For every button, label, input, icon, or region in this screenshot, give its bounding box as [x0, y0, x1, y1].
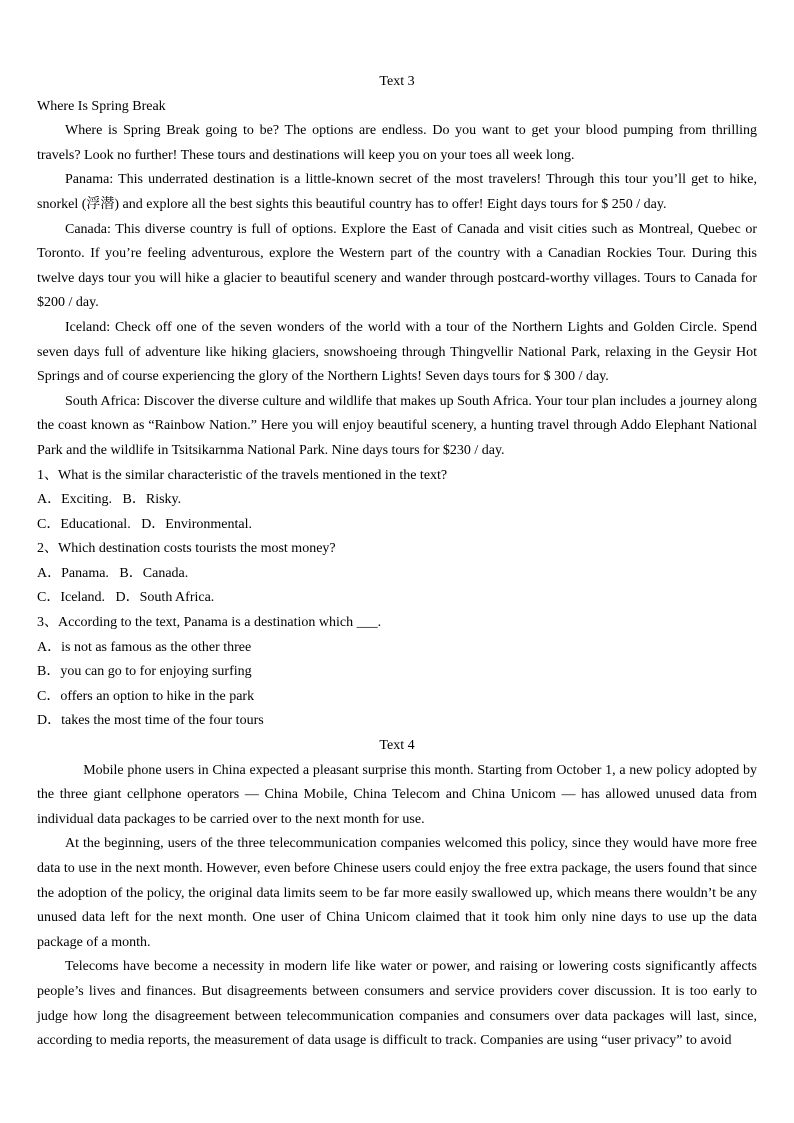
text3-paragraph-intro: Where is Spring Break going to be? The options are endless. Do you want to get your blood pumping from thrilling travels? Look no further! These tours and destinations will keep you on your toes all week long.: [37, 123, 757, 163]
text4-paragraph-1: Mobile phone users in China expected a pleasant surprise this month. Starting from October 1, a new policy adopted by the three giant cellphone operators — China Mobile, China Telecom and China Unicom — has allowed unused data from individual data packages to be carried over to the next month for use.: [37, 762, 757, 827]
text3-title: Text 3: [379, 74, 415, 89]
question-1-options-ab: A．Exciting. B．Risky.: [37, 492, 182, 508]
question-3-option-d: D．takes the most time of the four tours: [37, 713, 264, 729]
question-3-option-c: C．offers an option to hike in the park: [37, 688, 255, 704]
section-text3: [37, 70, 757, 734]
text3-paragraph-iceland: Iceland: Check off one of the seven wonders of the world with a tour of the Northern Lights and Golden Circle. Spend seven days full of adventure like hiking glaciers, snowshoeing through Thingvellir National Park, relaxing in the Geysir Hot Springs and of course experiencing the glory of the Northern Lights! Seven days tours for $ 300 / day.: [37, 319, 757, 385]
question-1-stem: 1、What is the similar characteristic of the travels mentioned in the text?: [37, 467, 448, 483]
text3-paragraph-panama: Panama: This underrated destination is a little-known secret of the most travelers! Through this tour you’ll get to hike, snorkel (浮潜) and explore all the best sights this beautiful country has to offer! Eight days tours for $ 250 / day.: [37, 172, 757, 212]
question-1-options-cd: C．Educational. D．Environmental.: [37, 516, 253, 532]
text3-paragraph-canada: Canada: This diverse country is full of options. Explore the East of Canada and visit cities such as Montreal, Quebec or Toronto. If you’re feeling adventurous, explore the Western part of the country with a Canadian Rockies Tour. During this twelve days tour you will hike a glacier to beautiful scenery and wander through postcard-worthy villages. Tours to Canada for $200 / day.: [37, 221, 757, 311]
question-2-options-cd: C．Iceland. D．South Africa.: [37, 590, 215, 606]
text4-paragraph-2: At the beginning, users of the three telecommunication companies welcomed this policy, since they would have more free data to use in the next month. However, even before Chinese users could enjoy the free extra package, the users found that since the adoption of the policy, the original data limits seem to be far more easily swallowed up, which means there wouldn’t be any unused data left for the next month. One user of China Unicom claimed that it took him only nine days to use up the data package of a month.: [37, 836, 757, 950]
question-2-options-ab: A．Panama. B．Canada.: [37, 565, 189, 581]
section-text4: [37, 734, 757, 1054]
text3-paragraph-south-africa: South Africa: Discover the diverse culture and wildlife that makes up South Africa. Your tour plan includes a journey along the coast known as “Rainbow Nation.” Here you will enjoy beautiful scenery, a hunting travel through Addo Elephant National Park and the wildlife in Tsitsikarnma National Park. Nine days tours for $230 / day.: [37, 393, 757, 458]
text4-title: Text 4: [379, 738, 415, 754]
question-2-stem: 2、Which destination costs tourists the most money?: [37, 541, 336, 557]
text3-passage-heading: Where Is Spring Break: [37, 98, 166, 114]
question-3-stem: 3、According to the text, Panama is a destination which ___.: [37, 615, 382, 631]
text4-paragraph-3: Telecoms have become a necessity in modern life like water or power, and raising or lowering costs significantly affects people’s lives and finances. But disagreements between consumers and service providers cover discussion. It is too early to judge how long the disagreement between telecommunication companies and consumers over data packages will last, since, according to media reports, the measurement of data usage is difficult to track. Companies are using “user privacy” to avoid: [37, 959, 757, 1049]
question-3-option-a: A．is not as famous as the other three: [37, 639, 252, 655]
question-3-option-b: B．you can go to for enjoying surfing: [37, 664, 252, 680]
